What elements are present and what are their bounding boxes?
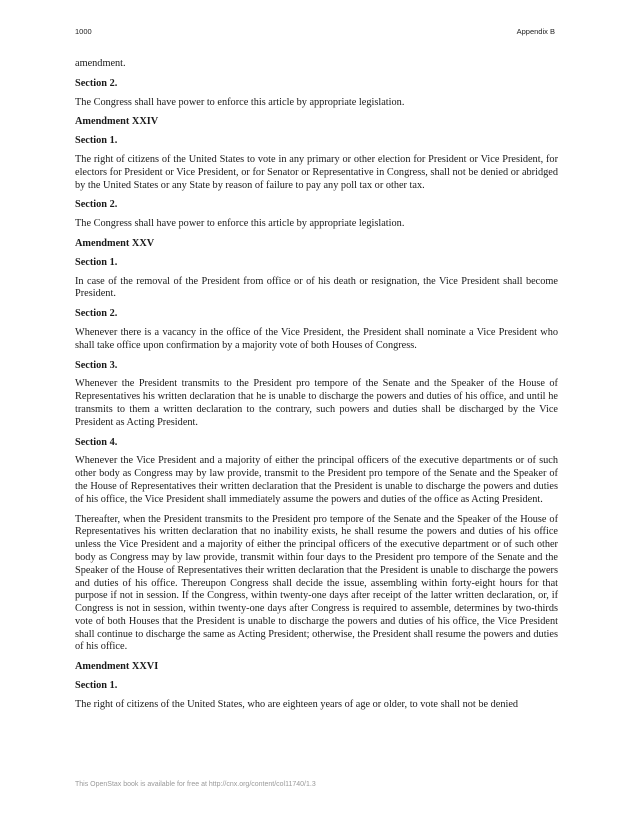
paragraph: Whenever the Vice President and a majority of either the principal officers of the executive departments or of such other body as Congress may by law provide, transmit to the President pro tempore of the Senate and the Speaker of the House of Representatives their written declaration that the President is unable to discharge the powers and duties of his office, the Vice President shall immediately assume the powers and duties of the office as Acting President. xyxy=(75,455,558,505)
page-body xyxy=(75,58,558,719)
amendment-heading: Amendment XXIV xyxy=(75,116,159,128)
running-head: Appendix B xyxy=(516,27,555,36)
amendment-heading: Amendment XXVI xyxy=(75,661,159,673)
paragraph: The Congress shall have power to enforce this article by appropriate legislation. xyxy=(75,96,405,108)
paragraph: The right of citizens of the United States, who are eighteen years of age or older, to vote shall not be denied xyxy=(75,698,519,710)
section-heading: Section 4. xyxy=(75,436,118,448)
section-heading: Section 1. xyxy=(75,135,118,147)
paragraph: The right of citizens of the United States to vote in any primary or other election for President or Vice President, for electors for President or Vice President, or for Senator or Representative in Congress, shall not be denied or abridged by the United States or any State by reason of failure to pay any poll tax or other tax. xyxy=(75,153,558,191)
amendment-heading: Amendment XXV xyxy=(75,237,155,249)
section-heading: Section 1. xyxy=(75,256,118,268)
section-heading: Section 1. xyxy=(75,680,118,692)
paragraph: Whenever the President transmits to the President pro tempore of the Senate and the Speaker of the House of Representatives his written declaration that he is unable to discharge the powers and duties of his office, and until he transmits to them a written declaration to the contrary, such powers and duties shall be discharged by the Vice President as Acting President. xyxy=(75,378,558,428)
paragraph: amendment. xyxy=(75,58,126,69)
paragraph: The Congress shall have power to enforce this article by appropriate legislation. xyxy=(75,218,405,230)
paragraph: In case of the removal of the President from office or of his death or resignation, the Vice President shall become President. xyxy=(75,275,558,300)
page-footer: This OpenStax book is available for free at http://cnx.org/content/col11740/1.3 xyxy=(75,781,316,788)
section-heading: Section 3. xyxy=(75,359,118,371)
section-heading: Section 2. xyxy=(75,199,118,211)
page-number: 1000 xyxy=(75,27,92,36)
section-heading: Section 2. xyxy=(75,308,118,320)
section-heading: Section 2. xyxy=(75,77,118,89)
paragraph: Thereafter, when the President transmits to the President pro tempore of the Senate and the Speaker of the House of Representatives his written declaration that no inability exists, he shall resume the powers and duties of his office unless the Vice President and a majority of either the principal officers of the executive department or of such other body as Congress may by law provide, transmit within four days to the President pro tempore of the Senate and the Speaker of the House of Representatives their written declaration that the President is unable to discharge the powers and duties of his office. Thereupon Congress shall decide the issue, assembling within forty-eight hours for that purpose if not in session. If the Congress, within twenty-one days after receipt of the latter written declaration, or, if Congress is not in session, within twenty-one days after Congress is required to assemble, determines by two-thirds vote of both Houses that the President is unable to discharge the powers and duties of his office, the Vice President shall continue to discharge the same as Acting President; otherwise, the President shall resume the powers and duties of his office. xyxy=(75,513,558,653)
paragraph: Whenever there is a vacancy in the office of the Vice President, the President shall nominate a Vice President who shall take office upon confirmation by a majority vote of both Houses of Congress. xyxy=(75,326,558,351)
page-header xyxy=(75,27,555,36)
